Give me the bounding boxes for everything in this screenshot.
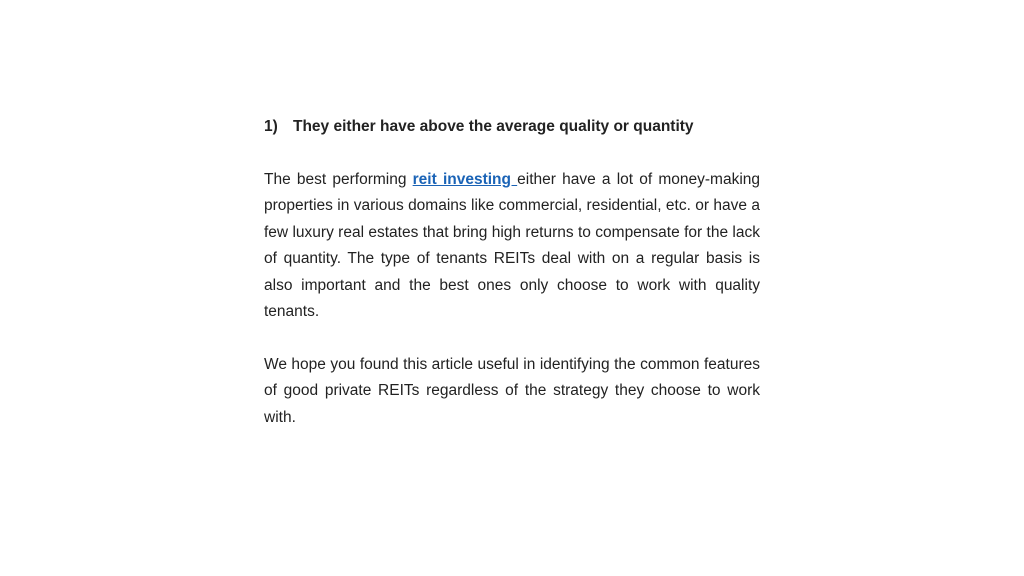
reit-investing-link[interactable]: reit investing [412, 170, 518, 188]
heading-number: 1) [264, 118, 278, 135]
paragraph1-intro: The best performing [264, 170, 413, 188]
paragraph-conclusion: We hope you found this article useful in identifying the common features of good private REITs regardless of the strategy they choose to work with. [264, 355, 760, 426]
paragraph1-body: either have a lot of money-making properties in various domains like commercial, residential, etc. or have a few luxury real estates that bring high returns to compensate for the lack of quantity. The type of tenants REITs deal with on a regular basis is also important and the best ones only choose to work with quality tenants. [264, 170, 761, 320]
paragraph-reit-performance [264, 167, 760, 326]
heading-text: They either have above the average quality or quantity [293, 118, 694, 135]
section-heading [264, 114, 760, 141]
content-block [264, 114, 760, 457]
